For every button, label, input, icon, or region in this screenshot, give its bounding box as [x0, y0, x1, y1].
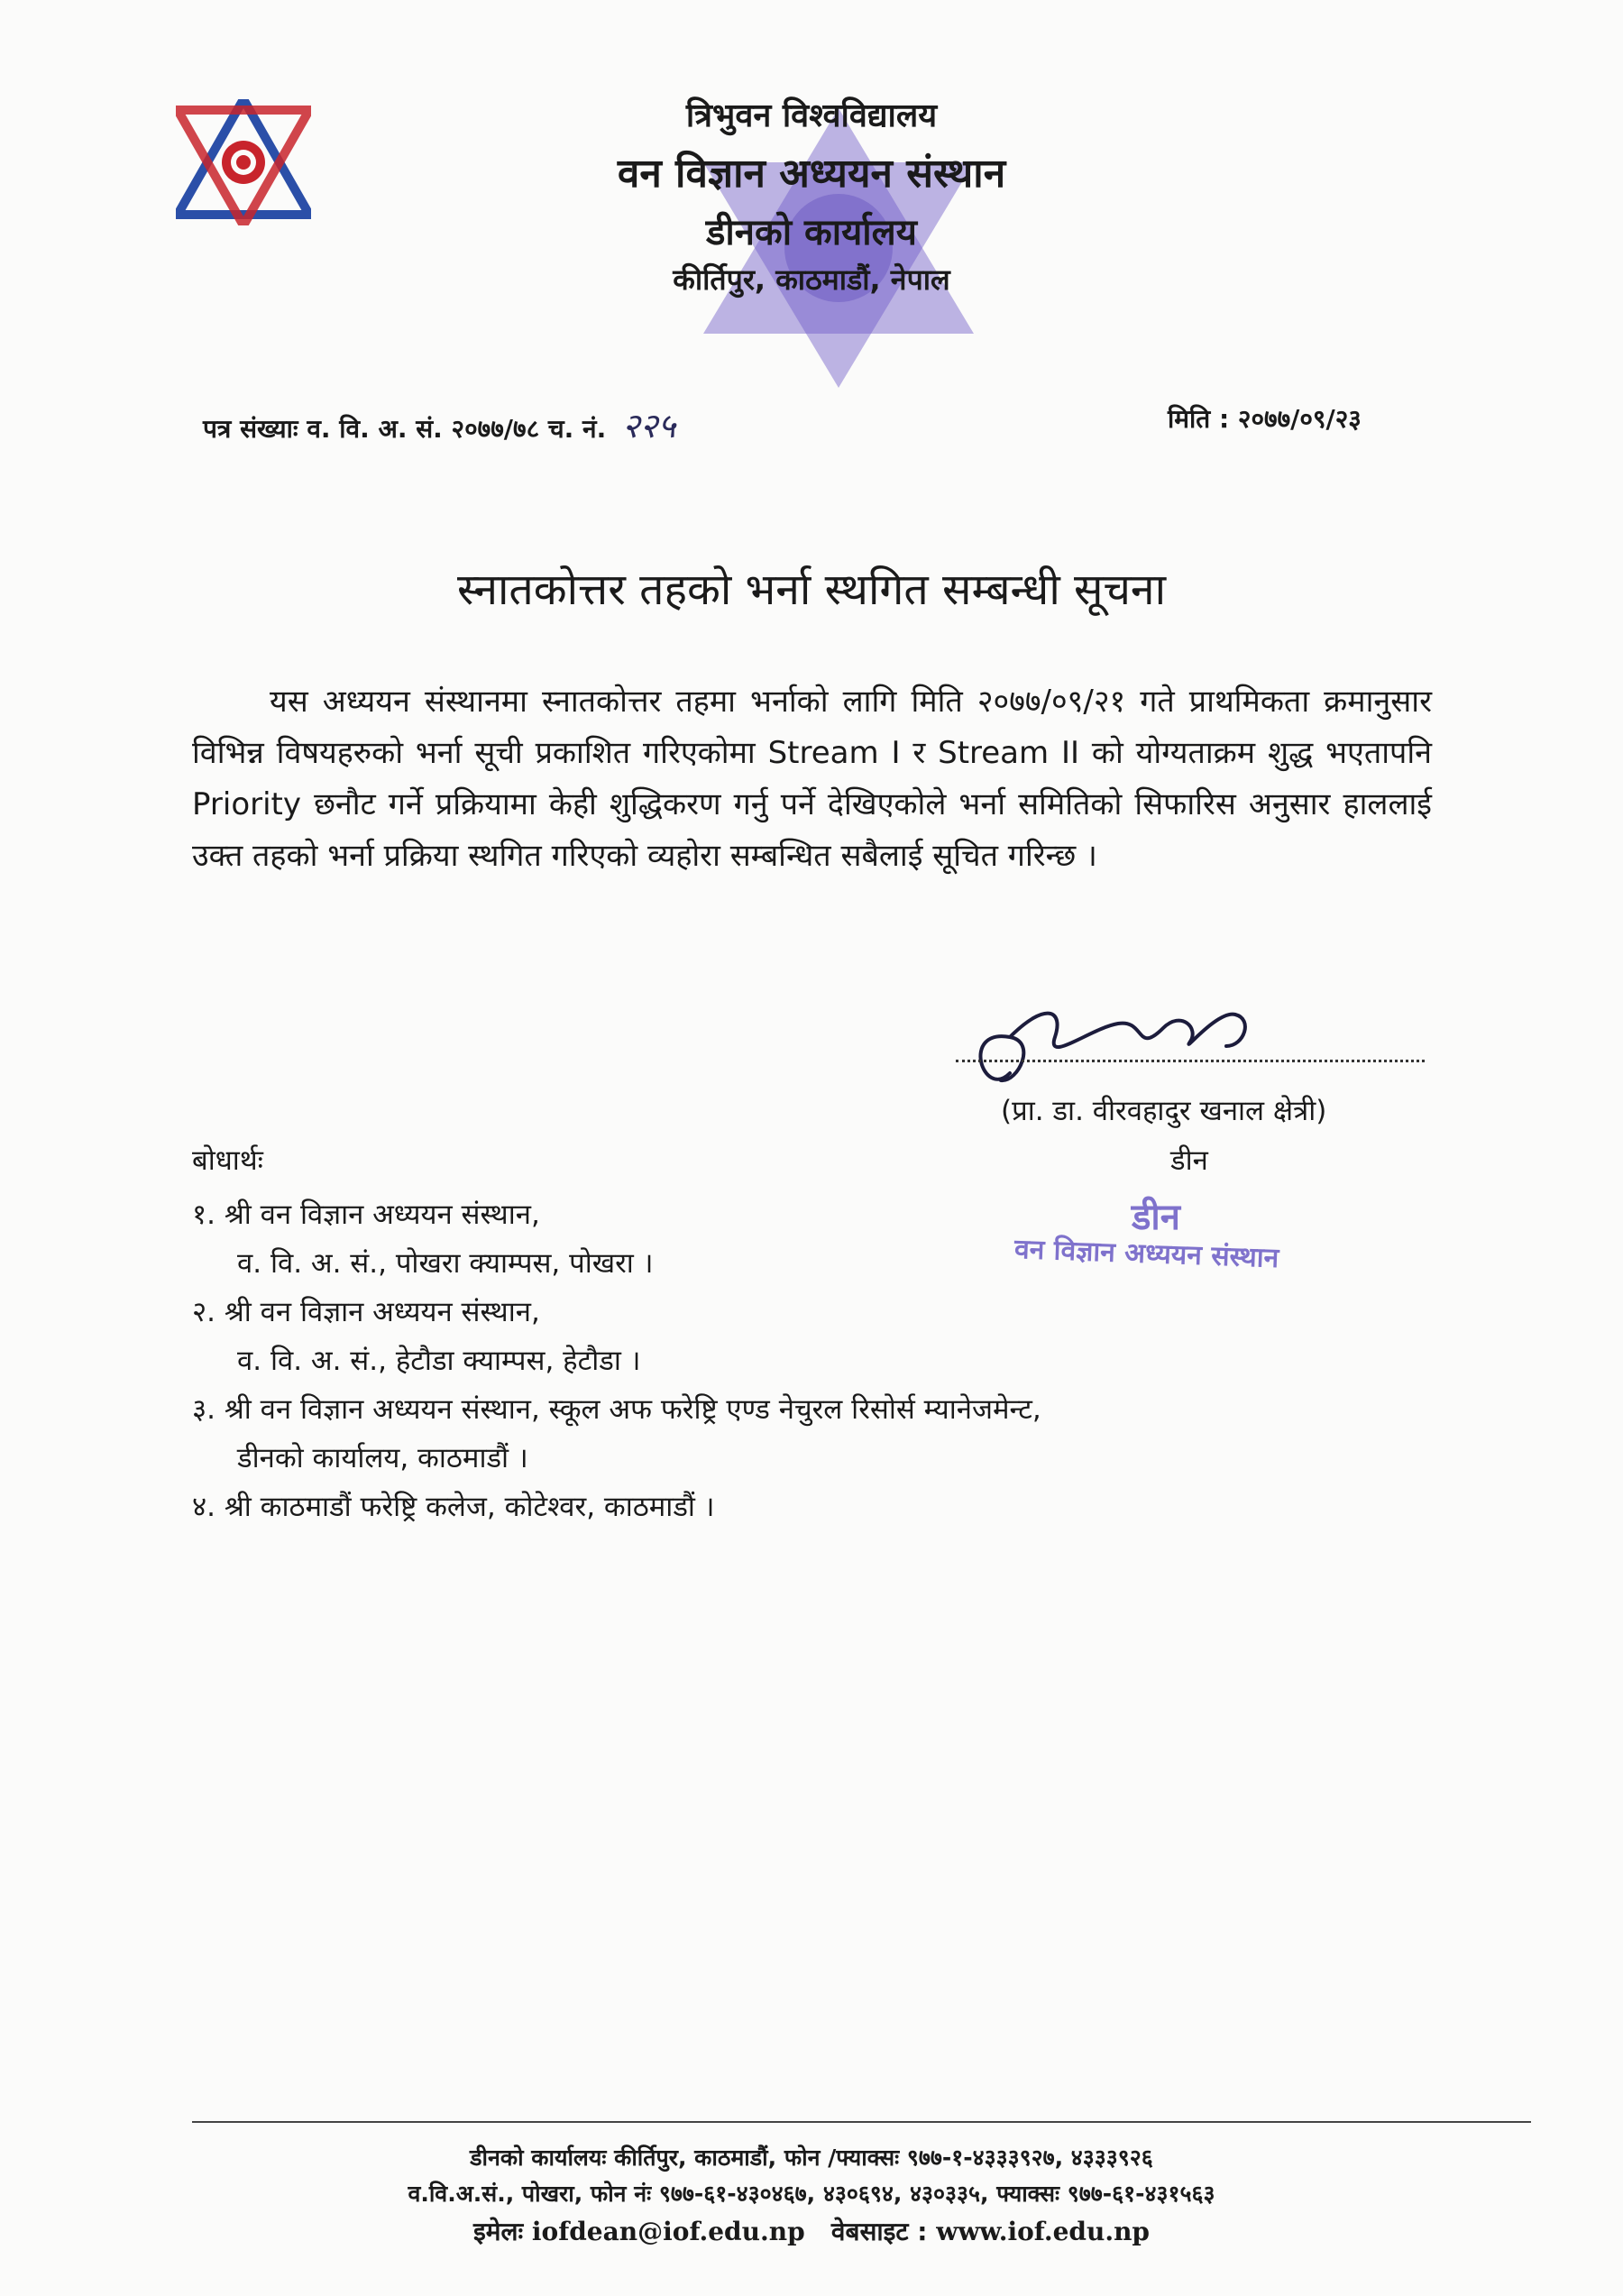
notice-body: यस अध्ययन संस्थानमा स्नातकोत्तर तहमा भर्नाको लागि मिति २०७७/०९/२१ गते प्राथमिकता क्रमानुसार विभिन्न विषयहरुको भर्ना सूची प्रकाशित गरिएकोमा Stream I र Stream II को योग्यताक्रम शुद्ध भएतापनि Priority छनौट गर्ने प्रक्रियामा केही शुद्धिकरण गर्नु पर्ने देखिएकोले भर्ना समितिको सिफारिस अनुसार हाललाई उक्त तहको भर्ना प्रक्रिया स्थगित गरिएको व्यहोरा सम्बन्धित सबैलाई सूचित गरिन्छ । — [192, 684, 1432, 874]
footer-divider — [192, 2121, 1531, 2123]
dean-stamp-title: डीन — [1132, 1197, 1180, 1238]
cc-item: व. वि. अ. सं., पोखरा क्याम्पस, पोखरा । — [237, 1247, 654, 1280]
email-link[interactable]: iofdean@iof.edu.np — [531, 2217, 805, 2246]
cc-item: व. वि. अ. सं., हेटौडा क्याम्पस, हेटौडा । — [237, 1345, 641, 1377]
cc-item: १. श्री वन विज्ञान अध्ययन संस्थान, — [192, 1199, 540, 1231]
cc-heading: बोधार्थः — [192, 1144, 263, 1177]
signatory-role: डीन — [1170, 1144, 1208, 1177]
signature-icon — [956, 974, 1298, 1109]
reference-number: २२५ — [622, 406, 676, 445]
dean-stamp — [1005, 1190, 1339, 1281]
signatory-name: (प्रा. डा. वीरवहादुर खनाल क्षेत्री) — [1001, 1095, 1327, 1127]
cc-item: डीनको कार्यालय, काठमाडौं । — [237, 1442, 528, 1474]
dean-stamp-institute: वन विज्ञान अध्ययन संस्थान — [1013, 1233, 1279, 1275]
university-name: त्रिभुवन विश्वविद्यालय — [685, 97, 938, 134]
footer-dean-office: डीनको कार्यालयः कीर्तिपुर, काठमाडौं, फोन /फ्याक्सः ९७७-१-४३३३९२७, ४३३३९२६ — [470, 2144, 1153, 2171]
cc-item: ४. श्री काठमाडौं फरेष्ट्रि कलेज, कोटेश्वर, काठमाडौं । — [192, 1491, 715, 1523]
signature-line — [956, 1060, 1425, 1062]
office-name: डीनको कार्यालय — [706, 212, 917, 253]
reference-label: पत्र संख्याः व. वि. अ. सं. २०७७/७८ च. नं. — [203, 414, 607, 444]
cc-item: २. श्री वन विज्ञान अध्ययन संस्थान, — [192, 1296, 540, 1328]
cc-item: ३. श्री वन विज्ञान अध्ययन संस्थान, स्कूल अफ फरेष्ट्रि एण्ड नेचुरल रिसोर्स म्यानेजमेन्ट, — [192, 1393, 1041, 1426]
office-address: कीर्तिपुर, काठमाडौं, नेपाल — [673, 262, 950, 297]
website-label: वेबसाइट : — [830, 2217, 928, 2246]
footer-pokhara: व.वि.अ.सं., पोखरा, फोन नंः ९७७-६१-४३०४६७, ४३०६९४, ४३०३३५, फ्याक्सः ९७७-६१-४३१५६३ — [408, 2181, 1215, 2207]
email-label: इमेलः — [472, 2217, 524, 2246]
institute-name: वन विज्ञान अध्ययन संस्थान — [617, 151, 1006, 197]
cc-list — [192, 1190, 1041, 1531]
footer-contact — [0, 2214, 1623, 2248]
reference-line — [203, 401, 675, 448]
letter-date: मिति : २०७७/०९/२३ — [1168, 404, 1362, 434]
notice-title: स्नातकोत्तर तहको भर्ना स्थगित सम्बन्धी सूचना — [456, 565, 1167, 615]
website-link[interactable]: www.iof.edu.np — [936, 2217, 1151, 2246]
